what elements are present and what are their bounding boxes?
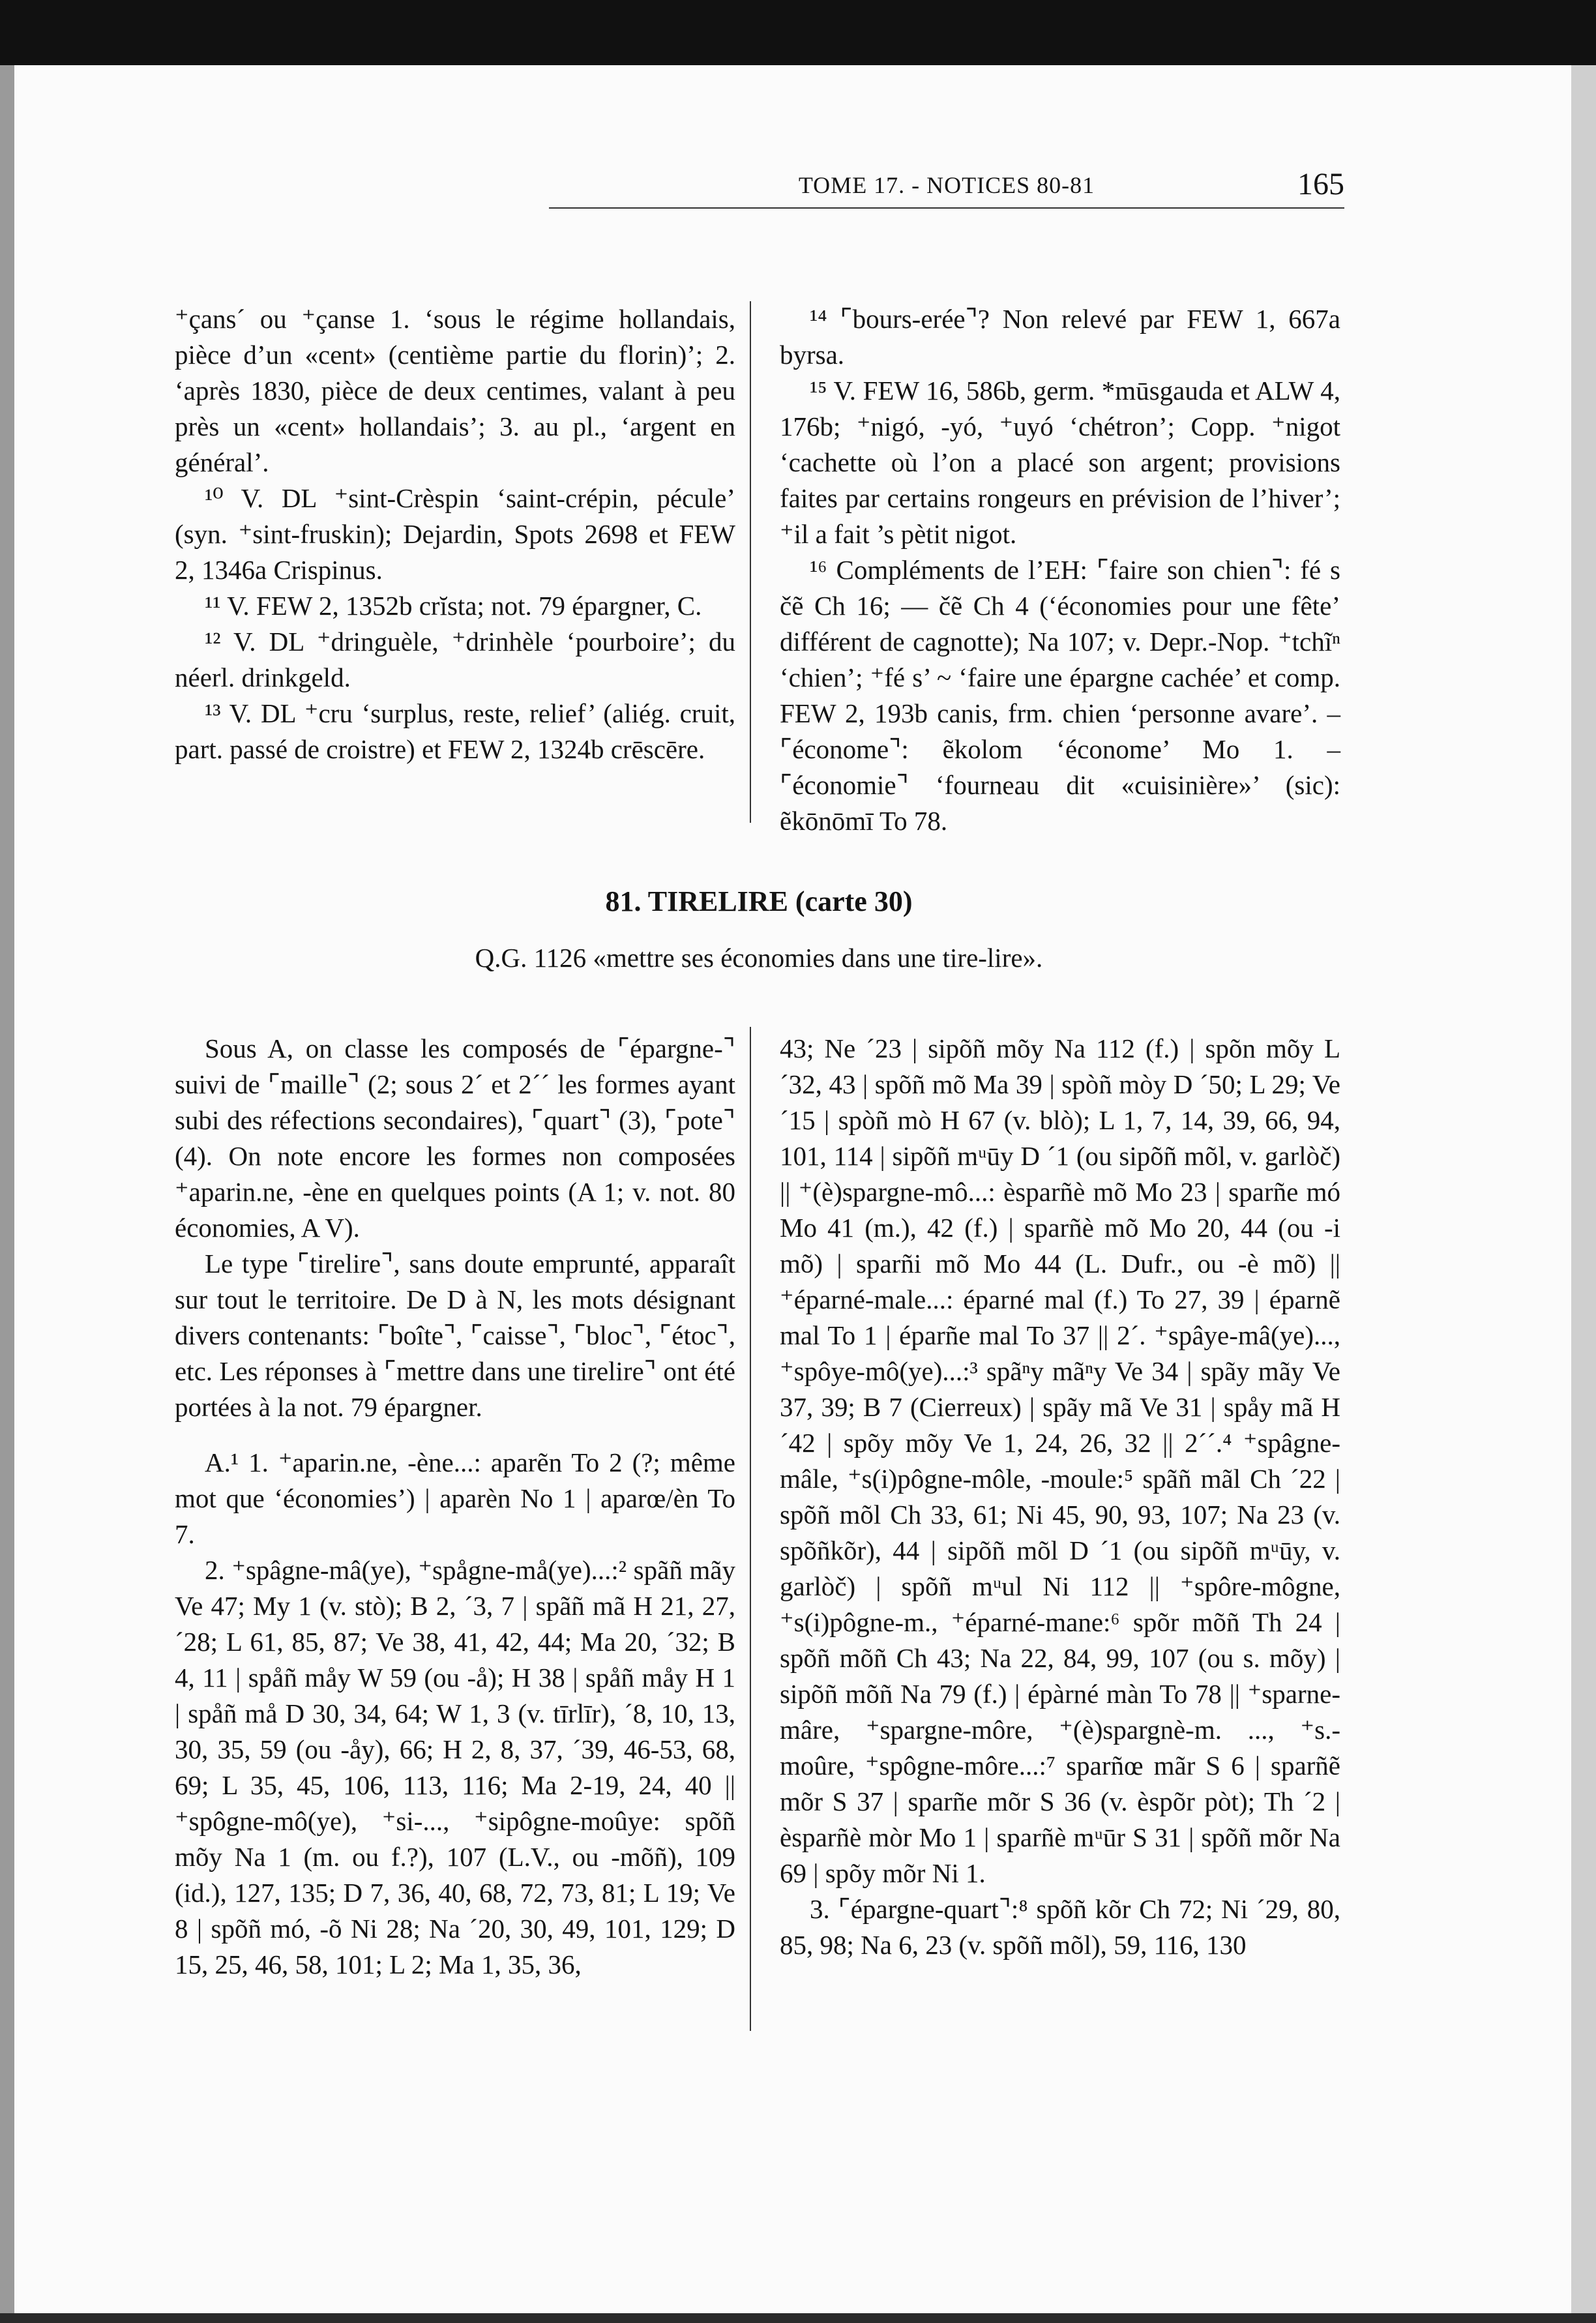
- footnote-16: ¹⁶ Compléments de l’EH: ⌜faire son chien⌝: fé s čẽ Ch 16; — čẽ Ch 4 (‘économies pour une fête’ différent de cagnotte); Na 107; v. Depr.-Nop. ⁺tchĩⁿ ‘chien’; ⁺fé s’ ~ ‘faire une épargne cachée’ et comp. FEW 2, 193b canis, frm. chien ‘personne avare’. – ⌜économe⌝: ẽkolom ‘économe’ Mo 1. – ⌜économie⌝ ‘fourneau dit «cuisinière»’ (sic): ẽkōnōmī To 78.: [780, 555, 1340, 836]
- entry-a2-continued: 43; Ne ´23 | sipõñ mõy Na 112 (f.) | spõn mõy L ´32, 43 | spõñ mõ Ma 39 | spòñ mòy D ´50; L 29; Ve ´15 | spòñ mò H 67 (v. blò); L 1, 7, 14, 39, 66, 94, 101, 114 | sipõñ mᵘūy D ´1 (ou sipõñ mõl, v. garlòč) || ⁺(è)spargne-mô...: èsparñè mõ Mo 23 | sparñe mó Mo 41 (m.), 42 (f.) | sparñè mõ Mo 20, 44 (ou -i mõ) | sparñi mõ Mo 44 (L. Dufr., ou -è mõ) || ⁺éparné-male...: éparné mal (f.) To 27, 39 | éparnẽ mal To 1 | éparñe mal To 37 || 2´. ⁺spâye-mâ(ye)..., ⁺spôye-mô(ye)...:³ spãⁿy mãⁿy Ve 34 | spãy mãy Ve 37, 39; B 7 (Cierreux) | spãy mã Ve 31 | spåy mã H ´42 | spõy mõy Ve 1, 24, 26, 32 || 2´´.⁴ ⁺spâgne-mâle, ⁺s(i)pôgne-môle, -moule:⁵ spãñ mãl Ch ´22 | spõñ mõl Ch 33, 61; Ni 45, 90, 93, 107; Na 23 (v. spõñkõr), 44 | sipõñ mõl D ´1 (ou sipõñ mᵘūy, v. garlòč) | spõñ mᵘul Ni 112 || ⁺spôre-môgne, ⁺s(i)pôgne-m., ⁺éparné-mane:⁶ spõr mõñ Th 24 | spõñ mõñ Ch 43; Na 22, 84, 99, 107 (ou s. mõy) | sipõñ mõñ Na 79 (f.) | épàrné màn To 78 || ⁺sparne-mâre, ⁺spargne-môre, ⁺(è)spargnè-m. ..., ⁺s.- moûre, ⁺spôgne-môre...:⁷ sparñœ mãr S 6 | sparñẽ mõr S 37 | sparñe mõr S 36 (v. èspõr pòt); Th ´2 | èsparñè mòr Mo 1 | sparñè mᵘūr S 31 | spõñ mõr Na 69 | spõy mõr Ni 1.: [780, 1033, 1340, 1888]
- footnote-10: ¹⁰ V. DL ⁺sint-Crèspin ‘saint-crépin, pécule’ (syn. ⁺sint-fruskin); Dejardin, Spots 2698 et FEW 2, 1346a Crispinus.: [175, 483, 735, 585]
- column-divider-footnotes: [750, 301, 751, 823]
- section-question: Q.G. 1126 «mettre ses économies dans une tire-lire».: [475, 943, 1043, 973]
- scan-border-top: [0, 0, 1596, 65]
- column-divider-body: [750, 1027, 751, 2031]
- header-rule: [549, 207, 1344, 209]
- footnote-14: ¹⁴ ⌜bours-erée⌝? Non relevé par FEW 1, 667a byrsa.: [780, 304, 1340, 370]
- body-left-column: [175, 1031, 735, 1983]
- scan-border-left: [0, 65, 14, 2313]
- footnote-12: ¹² V. DL ⁺dringuèle, ⁺drinhèle ‘pourboire’; du néerl. drinkgeld.: [175, 627, 735, 692]
- scan-border-bottom: [0, 2313, 1596, 2323]
- section-title: 81. TIRELIRE (carte 30): [605, 885, 913, 917]
- running-title: TOME 17. - NOTICES 80-81: [798, 172, 1095, 198]
- entry-a2: 2. ⁺spâgne-mâ(ye), ⁺spågne-må(ye)...:² spãñ mãy Ve 47; My 1 (v. stò); B 2, ´3, 7 | spãñ mã H 21, 27, ´28; L 61, 85, 87; Ve 38, 41, 42, 44; Ma 20, ´32; B 4, 11 | spåñ måy W 59 (ou -å); H 38 | spåñ måy H 1 | spåñ må D 30, 34, 64; W 1, 3 (v. tīrlīr), ´8, 10, 13, 30, 35, 59 (ou -åy), 66; H 2, 8, 37, ´39, 46-53, 68, 69; L 35, 45, 106, 113, 116; Ma 2-19, 24, 40 || ⁺spôgne-mô(ye), ⁺si-..., ⁺sipôgne-moûye: spõñ mõy Na 1 (m. ou f.?), 107 (L.V., ou -mõñ), 109 (id.), 127, 135; D 7, 36, 40, 68, 72, 73, 81; L 19; Ve 8 | spõñ mó, -õ Ni 28; Na ´20, 30, 49, 101, 129; D 15, 25, 46, 58, 101; L 2; Ma 1, 35, 36,: [175, 1555, 735, 1979]
- body-paragraph: Sous A, on classe les composés de ⌜épargne-⌝ suivi de ⌜maille⌝ (2; sous 2´ et 2´´ les formes ayant subi des réfections secondaires), ⌜quart⌝ (3), ⌜pote⌝ (4). On note encore les formes non composées ⁺aparin.ne, -ène en quelques points (A 1; v. not. 80 économies, A V).: [175, 1033, 735, 1243]
- body-paragraph: Le type ⌜tirelire⌝, sans doute emprunté, apparaît sur tout le territoire. De D à N, les mots désignant divers contenants: ⌜boîte⌝, ⌜caisse⌝, ⌜bloc⌝, ⌜étoc⌝, etc. Les réponses à ⌜mettre dans une tirelire⌝ ont été portées à la not. 79 épargner.: [175, 1249, 735, 1422]
- footnotes-right-column: [780, 301, 1340, 839]
- running-head: [549, 166, 1344, 205]
- entry-a3: 3. ⌜épargne-quart⌝:⁸ spõñ kõr Ch 72; Ni ´29, 80, 85, 98; Na 6, 23 (v. spõñ mõl), 59, 116, 130: [780, 1894, 1340, 1960]
- footnote-continued: ⁺çans´ ou ⁺çanse 1. ‘sous le régime hollandais, pièce d’un «cent» (centième partie du florin)’; 2. ‘après 1830, pièce de deux centimes, valant à peu près un «cent» hollandais’; 3. au pl., ‘argent en général’.: [175, 304, 735, 477]
- footnotes-left-column: [175, 301, 735, 767]
- footnote-15: ¹⁵ V. FEW 16, 586b, germ. *mūsgauda et ALW 4, 176b; ⁺nigó, -yó, ⁺uyó ‘chétron’; Copp. ⁺nigot ‘cachette où l’on a placé son argent; provisions faites par certains rongeurs en prévision de l’hiver’; ⁺il a fait ’s pètit nigot.: [780, 376, 1340, 549]
- entry-a1: A.¹ 1. ⁺aparin.ne, -ène...: aparẽn To 2 (?; même mot que ‘économies’) | aparèn No 1 | aparœ/èn To 7.: [175, 1447, 735, 1549]
- footnote-13: ¹³ V. DL ⁺cru ‘surplus, reste, relief’ (aliég. cruit, part. passé de croistre) et FEW 2, 1324b crēscēre.: [175, 698, 735, 764]
- page-number: 165: [1297, 167, 1344, 201]
- scan-border-right: [1571, 65, 1596, 2313]
- footnote-11: ¹¹ V. FEW 2, 1352b crĭsta; not. 79 épargner, C.: [205, 591, 702, 621]
- body-right-column: [780, 1031, 1340, 1963]
